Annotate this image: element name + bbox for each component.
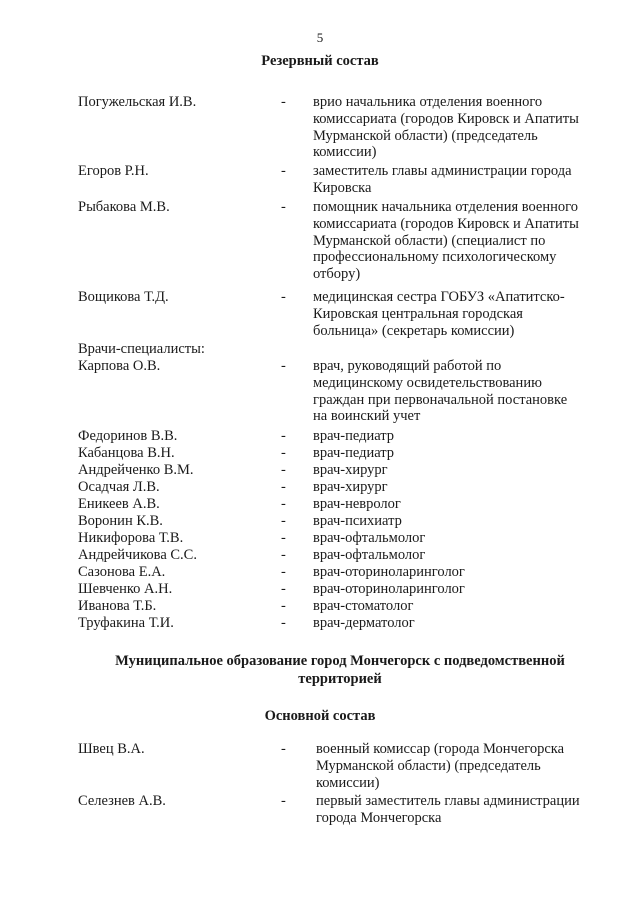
member-role: помощник начальника отделения военного комиссариата (городов Кировск и Апатиты Мурманской области) (специалист по профессиональному психологическому отбору) (313, 199, 579, 283)
dash: - (281, 547, 286, 563)
main-heading: Основной состав (264, 708, 376, 724)
member-name: Шевченко А.Н. (78, 581, 173, 597)
dash: - (281, 793, 286, 809)
member-name: Сазонова Е.А. (78, 564, 166, 580)
member-role: заместитель главы администрации города Кировска (313, 163, 572, 196)
dash: - (281, 462, 286, 478)
dash: - (281, 289, 286, 305)
member-name: Егоров Р.Н. (78, 163, 149, 179)
reserve-heading: Резервный состав (261, 53, 379, 69)
dash: - (281, 598, 286, 614)
member-role: врач-педиатр (313, 445, 395, 461)
member-name: Никифорова Т.В. (78, 530, 184, 546)
member-name: Андрейчикова С.С. (78, 547, 197, 563)
member-role: врач-педиатр (313, 428, 395, 444)
member-role: врач-дерматолог (313, 615, 415, 631)
dash: - (281, 94, 286, 110)
member-name: Рыбакова М.В. (78, 199, 170, 215)
member-role: врач, руководящий работой по медицинскому освидетельствованию граждан при первоначальной постановке на воинский учет (313, 358, 568, 425)
dash: - (281, 530, 286, 546)
member-name: Швец В.А. (78, 741, 145, 757)
member-role: врач-стоматолог (313, 598, 414, 614)
member-name: Селезнев А.В. (78, 793, 166, 809)
member-role: врач-психиатр (313, 513, 402, 529)
member-name: Осадчая Л.В. (78, 479, 160, 495)
member-role: медицинская сестра ГОБУЗ «Апатитско- Кировская центральная городская больница» (секретарь комиссии) (313, 289, 565, 339)
municipal-heading: Муниципальное образование город Мончегорск с подведомственной территорией (115, 653, 565, 687)
member-name: Погужельская И.В. (78, 94, 197, 110)
member-role: врач-офтальмолог (313, 547, 426, 563)
member-name: Еникеев А.В. (78, 496, 160, 512)
dash: - (281, 513, 286, 529)
member-role: первый заместитель главы администрации города Мончегорска (316, 793, 580, 826)
member-role: врач-офтальмолог (313, 530, 426, 546)
member-name: Воронин К.В. (78, 513, 163, 529)
member-role: врач-хирург (313, 479, 388, 495)
dash: - (281, 163, 286, 179)
member-name: Андрейченко В.М. (78, 462, 194, 478)
dash: - (281, 615, 286, 631)
dash: - (281, 199, 286, 215)
member-role: врач-оториноларинголог (313, 564, 465, 580)
dash: - (281, 428, 286, 444)
member-name: Кабанцова В.Н. (78, 445, 175, 461)
member-role: врач-невролог (313, 496, 401, 512)
member-name: Карпова О.В. (78, 358, 161, 374)
dash: - (281, 445, 286, 461)
member-role: врио начальника отделения военного комиссариата (городов Кировск и Апатиты Мурманской области) (председатель комиссии) (313, 94, 579, 161)
dash: - (281, 479, 286, 495)
member-role: врач-оториноларинголог (313, 581, 465, 597)
member-role: врач-хирург (313, 462, 388, 478)
dash: - (281, 496, 286, 512)
dash: - (281, 358, 286, 374)
member-name: Федоринов В.В. (78, 428, 178, 444)
member-name: Вощикова Т.Д. (78, 289, 169, 305)
member-name: Труфакина Т.И. (78, 615, 174, 631)
dash: - (281, 581, 286, 597)
dash: - (281, 564, 286, 580)
dash: - (281, 741, 286, 757)
member-role: военный комиссар (города Мончегорска Мурманской области) (председатель комиссии) (316, 741, 565, 791)
page-number: 5 (316, 30, 324, 45)
doctors-label: Врачи-специалисты: (78, 341, 205, 357)
member-name: Иванова Т.Б. (78, 598, 157, 614)
